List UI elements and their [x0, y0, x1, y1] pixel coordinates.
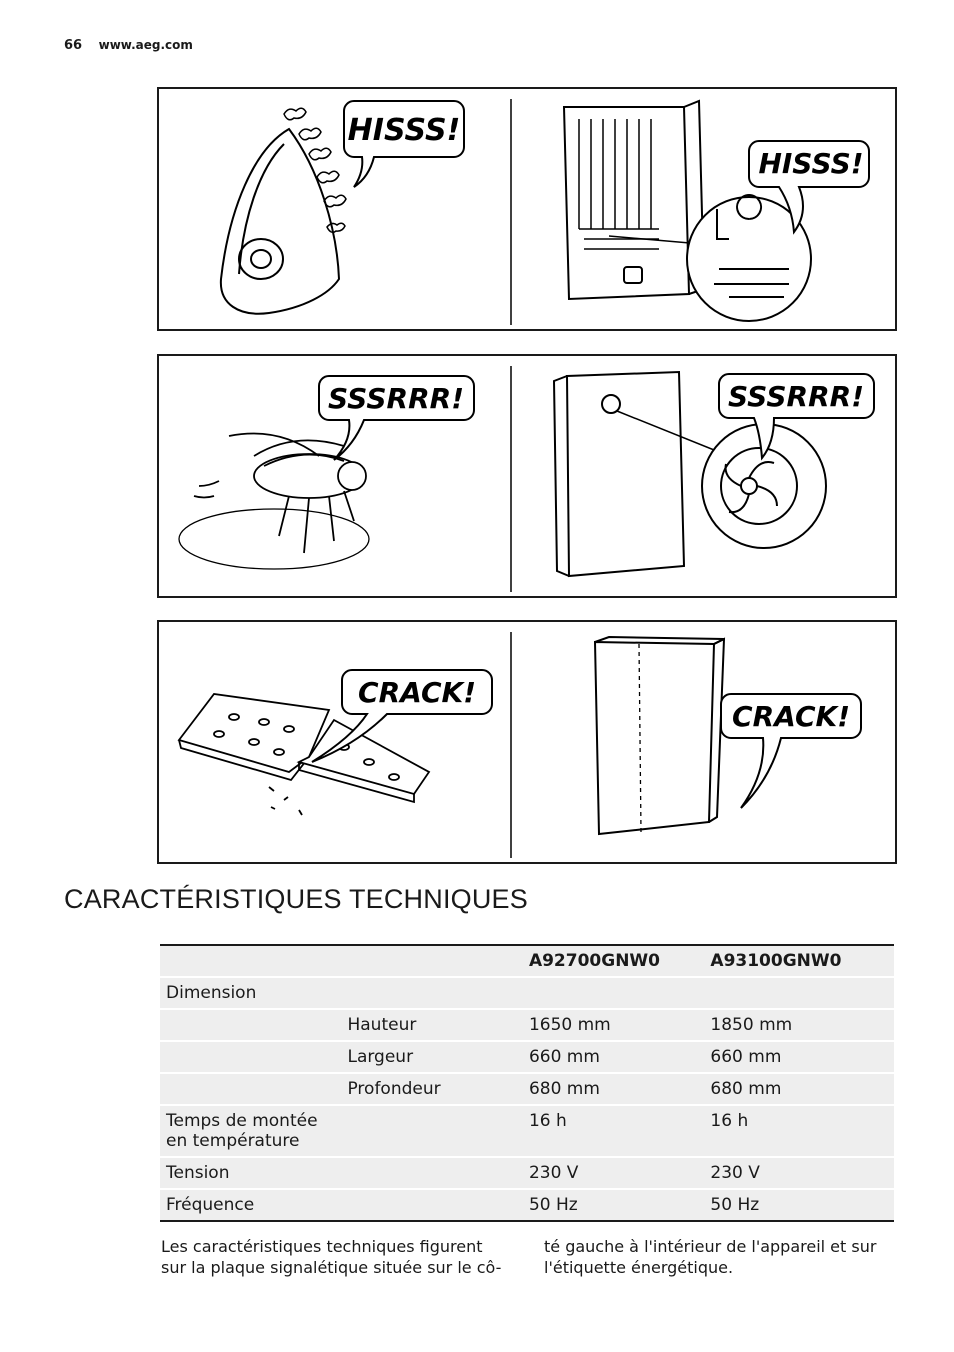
crack-illustration — [159, 622, 899, 866]
table-cell: 16 h — [523, 1105, 704, 1157]
table-row — [160, 977, 894, 1009]
table-row — [160, 1157, 894, 1189]
fridge-icon — [595, 637, 724, 834]
website-url: www.aeg.com — [98, 38, 193, 52]
speech-bubble — [312, 670, 492, 762]
table-cell: 50 Hz — [523, 1189, 704, 1221]
table-cell — [523, 977, 704, 1009]
table-cell: 660 mm — [523, 1041, 704, 1073]
specifications-table — [160, 944, 894, 1222]
hiss-text-right: HISSS! — [758, 147, 864, 180]
speech-bubble — [344, 101, 464, 187]
table-row — [160, 1009, 894, 1041]
table-cell: Temps de montée en température — [160, 1105, 341, 1157]
table-row — [160, 1189, 894, 1221]
hiss-illustration — [159, 89, 899, 333]
table-header-cell — [160, 945, 341, 977]
illustration-panel-buzz — [157, 354, 897, 598]
table-row — [160, 1105, 894, 1157]
illustration-panel-hiss — [157, 87, 897, 331]
table-cell: Profondeur — [341, 1073, 522, 1105]
table-cell — [341, 977, 522, 1009]
buzz-text-right: SSSRRR! — [728, 380, 864, 413]
table-header-cell — [341, 945, 522, 977]
table-cell — [160, 1073, 341, 1105]
table-cell: Dimension — [160, 977, 341, 1009]
speech-bubble — [319, 376, 474, 460]
table-header-row — [160, 945, 894, 977]
table-cell: Tension — [160, 1157, 341, 1189]
table-cell: Fréquence — [160, 1189, 341, 1221]
table-cell: 16 h — [704, 1105, 894, 1157]
table-cell: Largeur — [341, 1041, 522, 1073]
table-cell: 1650 mm — [523, 1009, 704, 1041]
table-row — [160, 1041, 894, 1073]
note-paragraph-right: té gauche à l'intérieur de l'appareil et sur l'étiquette énergétique. — [544, 1237, 877, 1277]
table-cell: 680 mm — [704, 1073, 894, 1105]
table-cell: 230 V — [704, 1157, 894, 1189]
table-cell: 1850 mm — [704, 1009, 894, 1041]
table-header-model-1: A92700GNW0 — [523, 945, 704, 977]
table-header-model-2: A93100GNW0 — [704, 945, 894, 977]
table-cell — [341, 1105, 522, 1157]
iron-icon — [221, 129, 339, 314]
table-cell — [704, 977, 894, 1009]
table-cell — [341, 1157, 522, 1189]
table-cell: 660 mm — [704, 1041, 894, 1073]
buzz-illustration — [159, 356, 899, 600]
buzz-text-left: SSSRRR! — [328, 382, 464, 415]
section-title: CARACTÉRISTIQUES TECHNIQUES — [64, 884, 528, 914]
table-cell — [160, 1009, 341, 1041]
note-paragraph-left: Les caractéristiques techniques figurent sur la plaque signalétique située sur le cô- — [161, 1237, 502, 1277]
illustration-panel-crack — [157, 620, 897, 864]
table-cell: 50 Hz — [704, 1189, 894, 1221]
crack-text-right: CRACK! — [732, 700, 850, 733]
page-number: 66 — [64, 38, 83, 53]
table-cell — [160, 1041, 341, 1073]
table-cell: 680 mm — [523, 1073, 704, 1105]
speech-bubble — [721, 694, 861, 808]
table-cell — [341, 1189, 522, 1221]
table-cell: 230 V — [523, 1157, 704, 1189]
page-header — [64, 38, 193, 53]
table-row — [160, 1073, 894, 1105]
crack-text-left: CRACK! — [358, 676, 476, 709]
table-cell: Hauteur — [341, 1009, 522, 1041]
hiss-text-left: HISSS! — [347, 113, 461, 148]
